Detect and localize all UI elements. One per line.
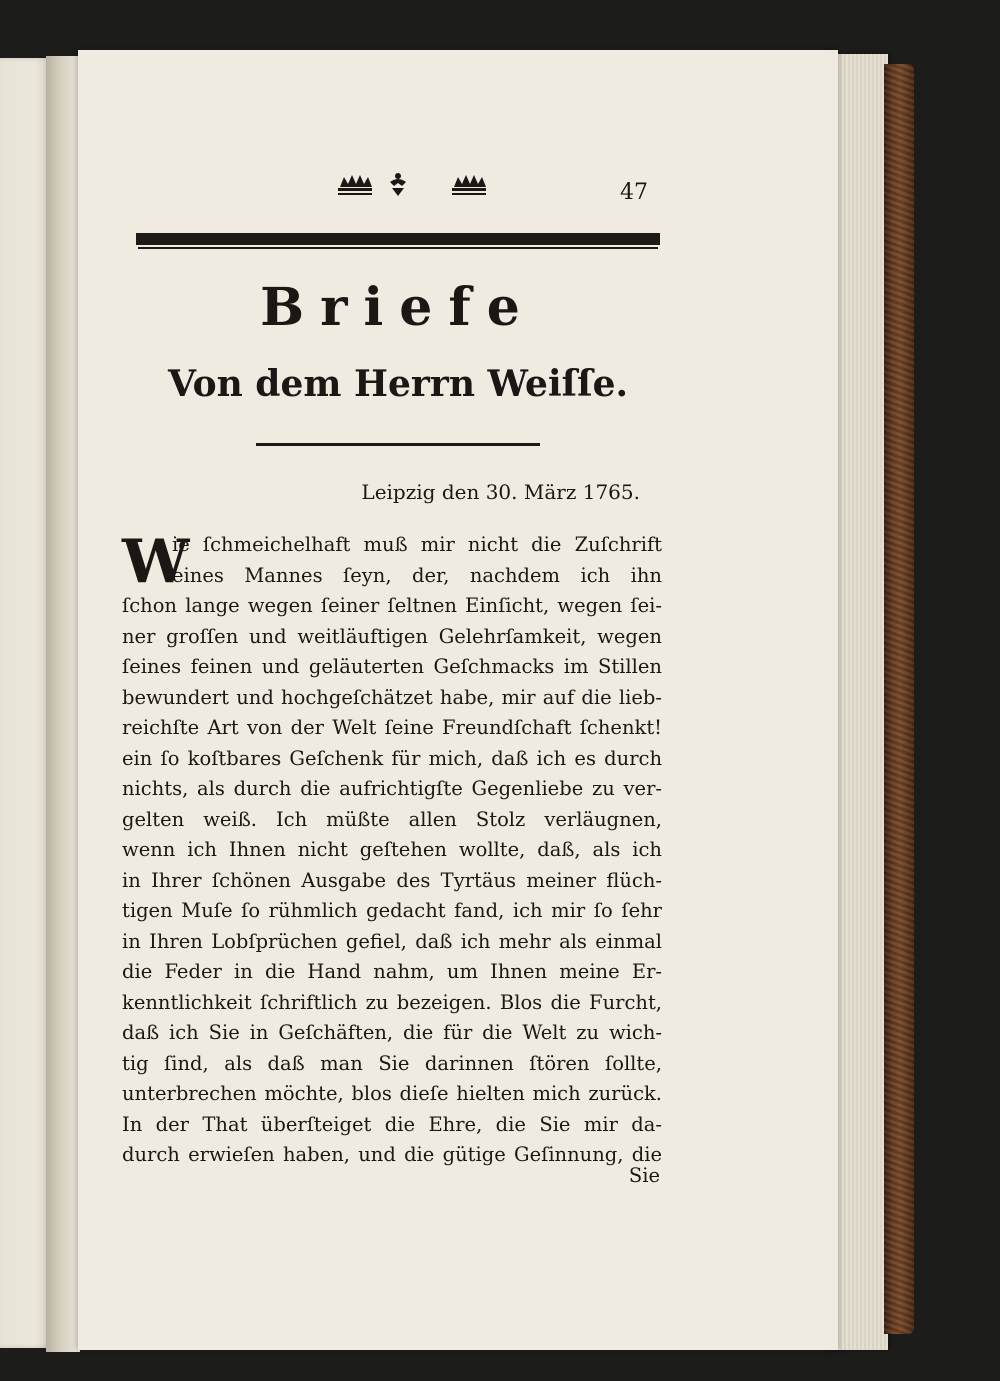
text-line: eines Mannes ſeyn, der, nachdem ich ihn (172, 563, 662, 587)
text-line: in Ihrer ſchönen Ausgabe des Tyrtäus meiner flüch- (122, 868, 662, 892)
page-number: 47 (620, 180, 648, 205)
catchword: Sie (628, 1164, 660, 1187)
text-line: in Ihren Lobſprüchen gefiel, daß ich mehr als einmal (122, 929, 662, 953)
thin-rule-divider (256, 443, 540, 446)
left-page-edge (0, 58, 50, 1348)
page-subtitle: Von dem Herrn Weiſſe. (167, 363, 629, 405)
text-line: unterbrechen möchte, blos dieſe hielten mich zurück. (122, 1082, 662, 1105)
text-line: durch erwieſen haben, und die gütige Geſinnung, die (122, 1143, 662, 1166)
text-line: daß ich Sie in Geſchäften, die für die Welt zu wich- (122, 1021, 662, 1044)
drop-cap: W (122, 527, 190, 597)
text-line: wenn ich Ihnen nicht geſtehen wollte, daß, als ich (122, 838, 662, 861)
text-line: nichts, als durch die aufrichtigſte Gegenliebe zu ver- (122, 777, 662, 800)
text-line: In der That überſteiget die Ehre, die Sie mir da- (122, 1112, 662, 1136)
book-gutter (46, 56, 80, 1352)
text-line: die Feder in die Hand nahm, um Ihnen meine Er- (122, 960, 662, 983)
text-line: gelten weiß. Ich müßte allen Stolz verläugnen, (122, 807, 662, 831)
text-line: kenntlichkeit ſchriftlich zu bezeigen. Blos die Furcht, (122, 990, 662, 1014)
text-line: tig ſind, als daß man Sie darinnen ſtören ſollte, (122, 1051, 662, 1075)
text-line: bewundert und hochgeſchätzet habe, mir auf die lieb- (122, 685, 662, 709)
leather-cover (884, 64, 914, 1334)
text-line: ſchon lange wegen ſeiner ſeltnen Einſicht, wegen ſei- (122, 594, 662, 617)
page-title: Briefe (260, 277, 536, 338)
text-line: ner groſſen und weitläuftigen Gelehrſamkeit, wegen (122, 624, 662, 648)
text-line: tigen Muſe ſo rühmlich gedacht fand, ich mir ſo ſehr (122, 899, 662, 922)
text-line: reichſte Art von der Welt ſeine Freundſchaft ſchenkt! (122, 716, 662, 739)
text-line: ie ſchmeichelhaft muß mir nicht die Zuſchrift (172, 533, 662, 556)
letter-dateline: Leipzig den 30. März 1765. (361, 480, 640, 504)
text-line: ſeines feinen und geläuterten Geſchmacks im Stillen (122, 655, 662, 678)
crown-ornament-icon (336, 170, 486, 198)
heavy-rule-divider (136, 233, 660, 245)
text-line: ein ſo koſtbares Geſchenk für mich, daß ich es durch (122, 746, 662, 770)
letter-body (122, 527, 662, 1171)
